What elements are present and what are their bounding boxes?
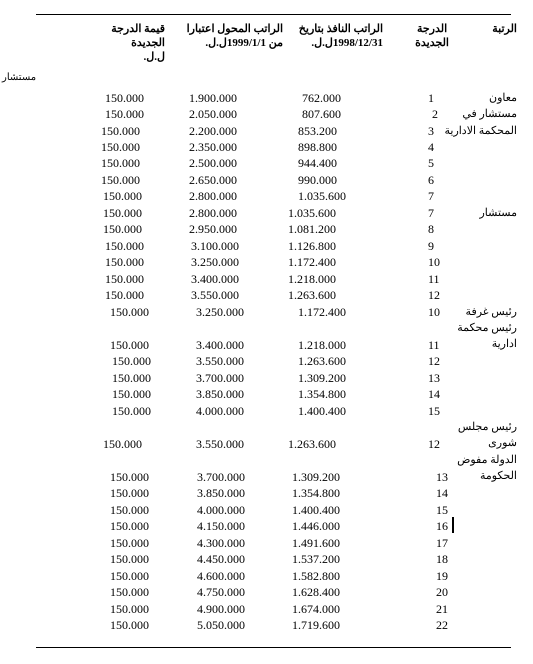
cell-salary-1998: 1.582.800 <box>292 569 340 583</box>
cell-grade-value: 150.000 <box>110 585 149 599</box>
cell-grade: 12 <box>428 354 440 368</box>
cell-salary-1998: 762.000 <box>302 91 341 105</box>
cell-rank: الحكومة <box>479 470 517 482</box>
cell-salary-1998: 898.800 <box>298 140 337 154</box>
cell-grade: 14 <box>428 387 440 401</box>
cell-grade: 2 <box>432 107 438 121</box>
cell-grade: 4 <box>428 140 434 154</box>
cell-salary-1998: 990.000 <box>298 173 337 187</box>
cell-grade: 12 <box>428 437 440 451</box>
cell-salary-1999: 4.000.000 <box>196 404 244 418</box>
header-salary-1999 <box>187 22 283 50</box>
header-grade-value-line1: قيمة الدرجة <box>111 23 165 35</box>
cell-salary-1998: 944.400 <box>298 156 337 170</box>
cell-salary-1998: 1.081.200 <box>288 222 336 236</box>
cell-rank: شورى <box>488 437 517 449</box>
cell-grade: 13 <box>436 470 448 484</box>
cell-grade: 19 <box>436 569 448 583</box>
header-rank: الرتبة <box>492 23 517 35</box>
cell-salary-1998: 1.218.000 <box>288 272 336 286</box>
cell-salary-1998: 1.263.600 <box>288 437 336 451</box>
cell-salary-1999: 4.750.000 <box>197 585 245 599</box>
cell-salary-1999: 3.850.000 <box>197 486 245 500</box>
cell-grade: 22 <box>436 618 448 632</box>
cell-salary-1998: 1.126.800 <box>288 239 336 253</box>
cell-grade-value: 150.000 <box>103 222 142 236</box>
cell-salary-1999: 2.200.000 <box>189 124 237 138</box>
cell-salary-1998: 1.263.600 <box>288 288 336 302</box>
cell-salary-1999: 3.850.000 <box>196 387 244 401</box>
cell-grade: 9 <box>428 239 434 253</box>
header-salary-1998-line2: 1998/12/31ل.ل. <box>311 37 383 49</box>
cell-salary-1999: 3.700.000 <box>197 470 245 484</box>
cell-salary-1998: 1.354.800 <box>298 387 346 401</box>
cell-grade-value: 150.000 <box>110 536 149 550</box>
header-new-grade-line1: الدرجة <box>416 23 448 35</box>
cell-grade: 21 <box>436 602 448 616</box>
cell-salary-1999: 4.600.000 <box>197 569 245 583</box>
cell-grade-value: 150.000 <box>105 255 144 269</box>
cell-rank: معاون <box>489 92 517 104</box>
cell-grade: 8 <box>428 222 434 236</box>
cell-salary-1998: 1.172.400 <box>288 255 336 269</box>
cell-salary-1998: 1.035.600 <box>288 206 336 220</box>
cell-grade: 13 <box>428 371 440 385</box>
cell-grade-value: 150.000 <box>110 552 149 566</box>
cell-grade: 7 <box>428 189 434 203</box>
header-salary-1998 <box>299 22 383 50</box>
cell-salary-1999: 3.100.000 <box>191 239 239 253</box>
cell-grade-value: 150.000 <box>110 503 149 517</box>
cell-salary-1998: 1.218.000 <box>298 338 346 352</box>
cell-grade-value: 150.000 <box>105 288 144 302</box>
text-cursor <box>452 517 454 533</box>
cell-salary-1999: 3.400.000 <box>196 338 244 352</box>
cell-salary-1998: 1.719.600 <box>292 618 340 632</box>
cell-salary-1999: 2.800.000 <box>189 189 237 203</box>
bottom-rule <box>36 647 511 648</box>
cell-grade: 14 <box>436 486 448 500</box>
cell-grade: 17 <box>436 536 448 550</box>
cell-grade: 15 <box>428 404 440 418</box>
cell-grade-value: 150.000 <box>112 354 151 368</box>
cell-salary-1999: 4.000.000 <box>197 503 245 517</box>
cell-salary-1998: 1.354.800 <box>292 486 340 500</box>
header-salary-1999-line2: من 1999/1/1ل.ل. <box>205 37 283 49</box>
cell-grade: 1 <box>428 91 434 105</box>
cell-salary-1999: 2.800.000 <box>189 206 237 220</box>
cell-rank: مستشار <box>479 207 517 219</box>
cell-salary-1998: 1.446.000 <box>292 519 340 533</box>
cell-grade-value: 150.000 <box>101 124 140 138</box>
cell-grade: 7 <box>428 206 434 220</box>
cell-salary-1998: 1.172.400 <box>298 305 346 319</box>
cell-grade-value: 150.000 <box>105 107 144 121</box>
cell-salary-1999: 2.500.000 <box>189 156 237 170</box>
cell-rank: رئيس مجلس <box>457 421 517 433</box>
cell-grade: 12 <box>428 288 440 302</box>
cell-salary-1999: 4.900.000 <box>197 602 245 616</box>
cell-salary-1998: 1.309.200 <box>298 371 346 385</box>
cell-salary-1999: 3.700.000 <box>196 371 244 385</box>
cell-grade: 6 <box>428 173 434 187</box>
cell-salary-1999: 1.900.000 <box>189 91 237 105</box>
header-salary-1999-line1: الراتب المحول اعتبارا <box>186 23 283 35</box>
cell-grade: 16 <box>436 519 448 533</box>
cell-grade-value: 150.000 <box>101 173 140 187</box>
cell-grade-value: 150.000 <box>110 519 149 533</box>
cell-salary-1999: 3.550.000 <box>196 354 244 368</box>
cell-salary-1999: 4.450.000 <box>197 552 245 566</box>
cell-rank: الدولة مفوض <box>457 454 517 466</box>
cell-grade-value: 150.000 <box>110 338 149 352</box>
cell-grade: 11 <box>428 272 440 286</box>
header-salary-1998-line1: الراتب النافذ بتاريخ <box>298 23 383 35</box>
cell-salary-1998: 1.035.600 <box>298 189 346 203</box>
cell-grade-value: 150.000 <box>112 404 151 418</box>
cell-rank: المحكمة الادارية <box>444 125 517 137</box>
cell-salary-1999: 2.350.000 <box>189 140 237 154</box>
cell-grade-value: 150.000 <box>112 371 151 385</box>
cell-salary-1998: 1.628.400 <box>292 585 340 599</box>
cell-grade: 11 <box>428 338 440 352</box>
cell-grade: 20 <box>436 585 448 599</box>
cell-salary-1999: 2.650.000 <box>189 173 237 187</box>
cell-grade-value: 150.000 <box>105 91 144 105</box>
cell-grade-value: 150.000 <box>103 437 142 451</box>
cell-rank: مستشار في <box>462 108 517 120</box>
cell-salary-1998: 1.491.600 <box>292 536 340 550</box>
cell-grade: 10 <box>428 305 440 319</box>
cell-salary-1999: 3.550.000 <box>191 288 239 302</box>
cell-rank: ادارية <box>491 338 517 350</box>
cell-salary-1998: 1.537.200 <box>292 552 340 566</box>
cell-grade-value: 150.000 <box>110 305 149 319</box>
cell-salary-1999: 3.250.000 <box>196 305 244 319</box>
cell-grade-value: 150.000 <box>110 618 149 632</box>
cell-grade-value: 150.000 <box>105 239 144 253</box>
cell-grade-value: 150.000 <box>103 206 142 220</box>
cell-salary-1999: 2.050.000 <box>189 107 237 121</box>
cell-grade-value: 150.000 <box>110 470 149 484</box>
cell-salary-1999: 3.400.000 <box>191 272 239 286</box>
cell-grade: 15 <box>436 503 448 517</box>
cell-grade-value: 150.000 <box>110 602 149 616</box>
cell-grade: 18 <box>436 552 448 566</box>
header-grade-value <box>111 22 165 64</box>
cell-rank: رئيس غرفة <box>465 306 517 318</box>
cell-salary-1998: 1.400.400 <box>298 404 346 418</box>
cell-grade-value: 150.000 <box>112 387 151 401</box>
header-new-grade <box>415 22 449 50</box>
cell-salary-1999: 4.300.000 <box>197 536 245 550</box>
cell-salary-1998: 1.400.400 <box>292 503 340 517</box>
cell-salary-1999: 3.250.000 <box>191 255 239 269</box>
cell-grade-value: 150.000 <box>110 569 149 583</box>
cell-salary-1998: 1.263.600 <box>298 354 346 368</box>
cell-grade: 10 <box>428 255 440 269</box>
header-new-grade-line2: الجديدة <box>415 37 449 49</box>
cell-grade-value: 150.000 <box>101 140 140 154</box>
stray-label: مستشار <box>2 72 37 83</box>
cell-grade-value: 150.000 <box>101 156 140 170</box>
cell-salary-1999: 2.950.000 <box>189 222 237 236</box>
cell-salary-1998: 1.674.000 <box>292 602 340 616</box>
cell-salary-1998: 807.600 <box>302 107 341 121</box>
cell-rank: رئيس محكمة <box>457 322 517 334</box>
cell-grade: 3 <box>428 124 434 138</box>
cell-grade-value: 150.000 <box>105 272 144 286</box>
cell-salary-1998: 1.309.200 <box>292 470 340 484</box>
cell-salary-1999: 4.150.000 <box>197 519 245 533</box>
cell-grade: 5 <box>428 156 434 170</box>
header-grade-value-line3: ل.ل. <box>143 51 165 63</box>
header-grade-value-line2: الجديدة <box>131 37 165 49</box>
cell-salary-1999: 3.550.000 <box>196 437 244 451</box>
cell-grade-value: 150.000 <box>103 189 142 203</box>
top-rule <box>36 14 511 15</box>
cell-grade-value: 150.000 <box>110 486 149 500</box>
cell-salary-1999: 5.050.000 <box>197 618 245 632</box>
cell-salary-1998: 853.200 <box>298 124 337 138</box>
